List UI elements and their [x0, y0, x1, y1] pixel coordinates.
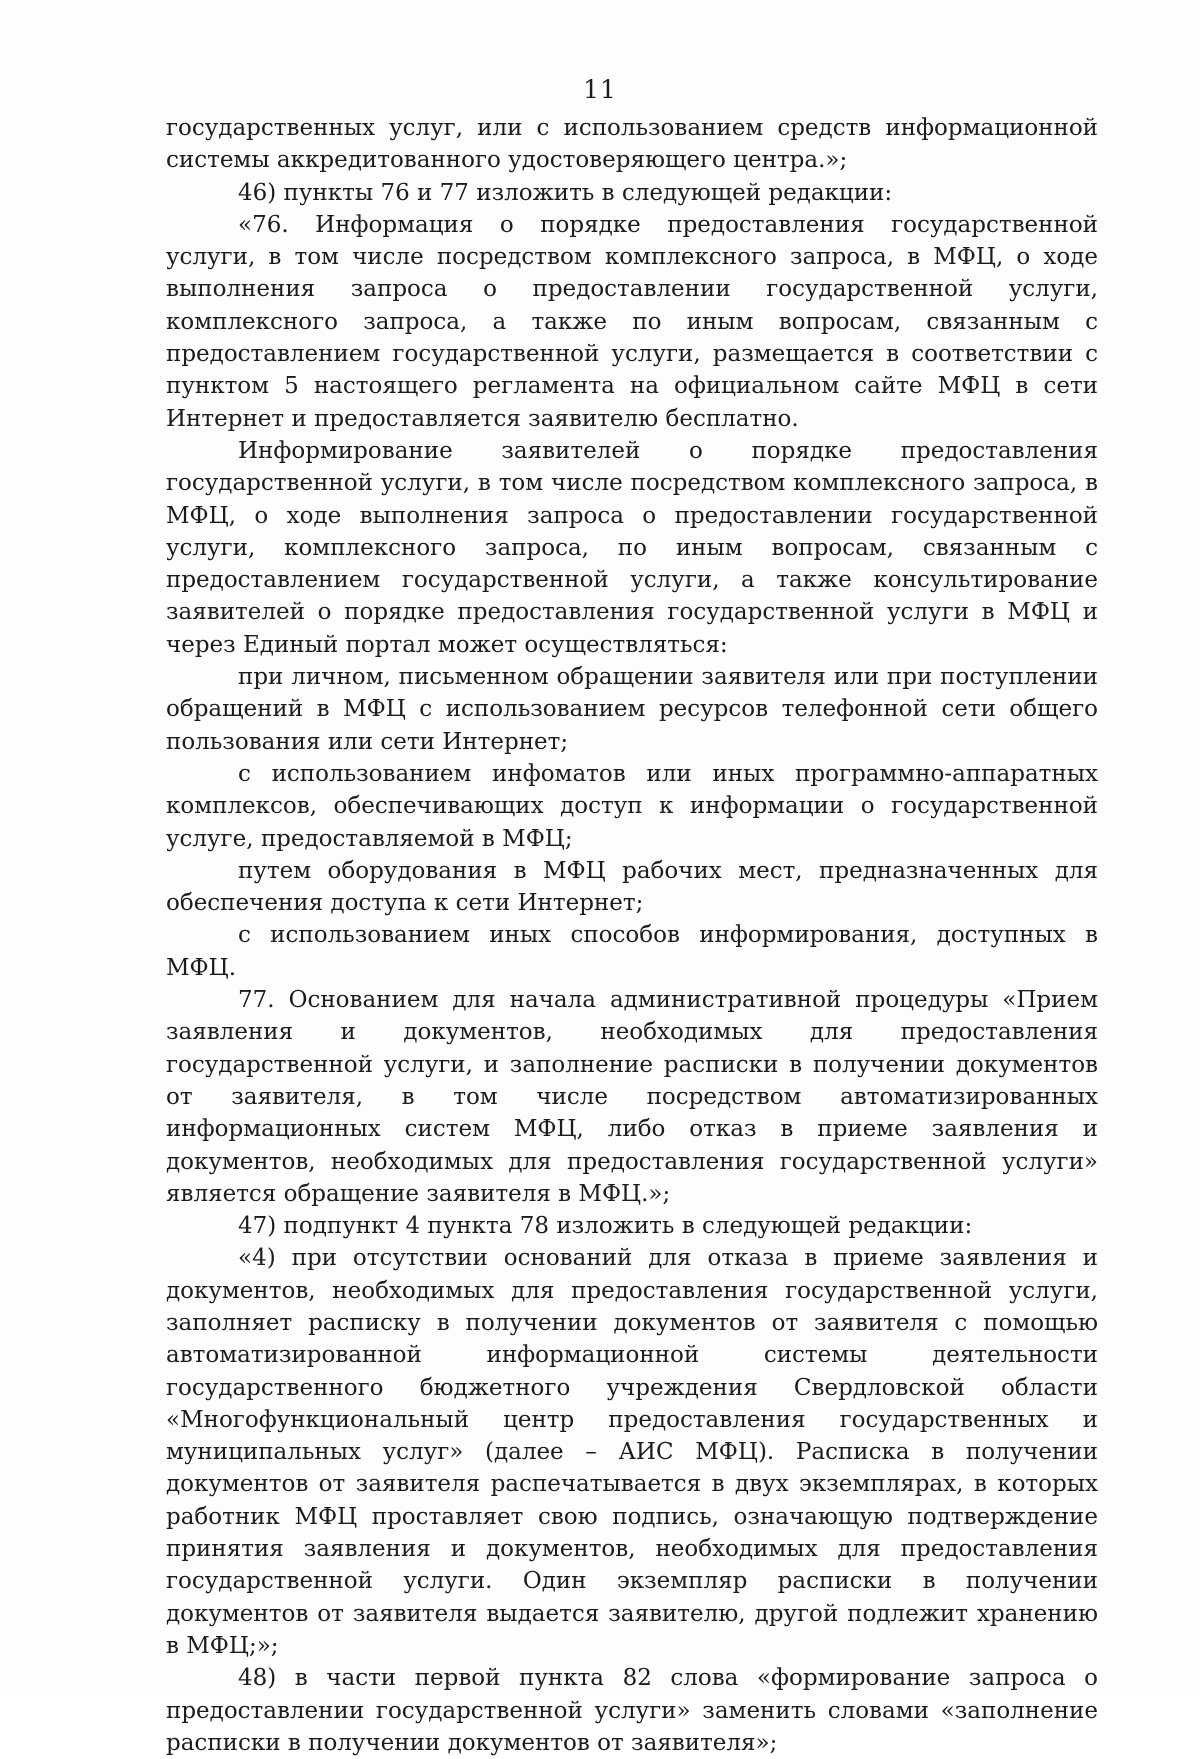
paragraph-clause-76: «76. Информация о порядке предоставления государственной услуги, в том числе посредством комплексного запроса, в МФЦ, о ходе выполнения запроса о предоставлении государственной услуги, комплексного запроса, а также по иным вопросам, связанным с предоставлением государственной услуги, размещается в соответствии с пунктом 5 настоящего регламента на официальном сайте МФЦ в сети Интернет и предоставляется заявителю бесплатно. [166, 211, 1098, 432]
page-number: 11 [583, 75, 617, 104]
paragraph-workplaces: путем оборудования в МФЦ рабочих мест, предназначенных для обеспечения доступа к сети Интернет; [166, 857, 1098, 917]
paragraph-item-48: 48) в части первой пункта 82 слова «формирование запроса о предоставлении государственной услуги» заменить словами «заполнение расписки в получении документов от заявителя»; [166, 1665, 1098, 1756]
paragraph-infomats: с использованием инфоматов или иных программно-аппаратных комплексов, обеспечивающих доступ к информации о государственной услуге, предоставляемой в МФЦ; [166, 760, 1098, 852]
paragraph-continuation: государственных услуг, или с использованием средств информационной системы аккредитованного удостоверяющего центра.»; [166, 115, 1098, 174]
paragraph-other-methods: с использованием иных способов информирования, доступных в МФЦ. [166, 922, 1098, 981]
paragraph-personal-appeal: при личном, письменном обращении заявителя или при поступлении обращений в МФЦ с использованием ресурсов телефонной сети общего пользования или сети Интернет; [166, 664, 1098, 755]
paragraph-item-46: 46) пункты 76 и 77 изложить в следующей редакции: [238, 179, 893, 206]
paragraph-item-47: 47) подпункт 4 пункта 78 изложить в следующей редакции: [238, 1213, 973, 1240]
paragraph-clause-77: 77. Основанием для начала административной процедуры «Прием заявления и документов, необходимых для предоставления государственной услуги, и заполнение расписки в получении документов от заявителя, в том числе посредством автоматизированных информационных систем МФЦ, либо отказ в приеме заявления и документов, необходимых для предоставления государственной услуги» является обращение заявителя в МФЦ.»; [166, 987, 1098, 1207]
document-body [166, 112, 1098, 1759]
paragraph-informing: Информирование заявителей о порядке предоставления государственной услуги, в том числе посредством комплексного запроса, в МФЦ, о ходе выполнения запроса о предоставлении государственной услуги, комплексного запроса, по иным вопросам, связанным с предоставлением государственной услуги, а также консультирование заявителей о порядке предоставления государственной услуги в МФЦ и через Единый портал может осуществляться: [166, 437, 1098, 658]
paragraph-subclause-4: «4) при отсутствии оснований для отказа в приеме заявления и документов, необходимых для предоставления государственной услуги, заполняет расписку в получении документов от заявителя с помощью автоматизированной информационной системы деятельности государственного бюджетного учреждения Свердловской области «Многофункциональный центр предоставления государственных и муниципальных услуг» (далее – АИС МФЦ). Расписка в получении документов от заявителя распечатывается в двух экземплярах, в которых работник МФЦ проставляет свою подпись, означающую подтверждение принятия заявления и документов, необходимых для предоставления государственной услуги. Один экземпляр расписки в получении документов от заявителя выдается заявителю, другой подлежит хранению в МФЦ;»; [166, 1245, 1098, 1659]
